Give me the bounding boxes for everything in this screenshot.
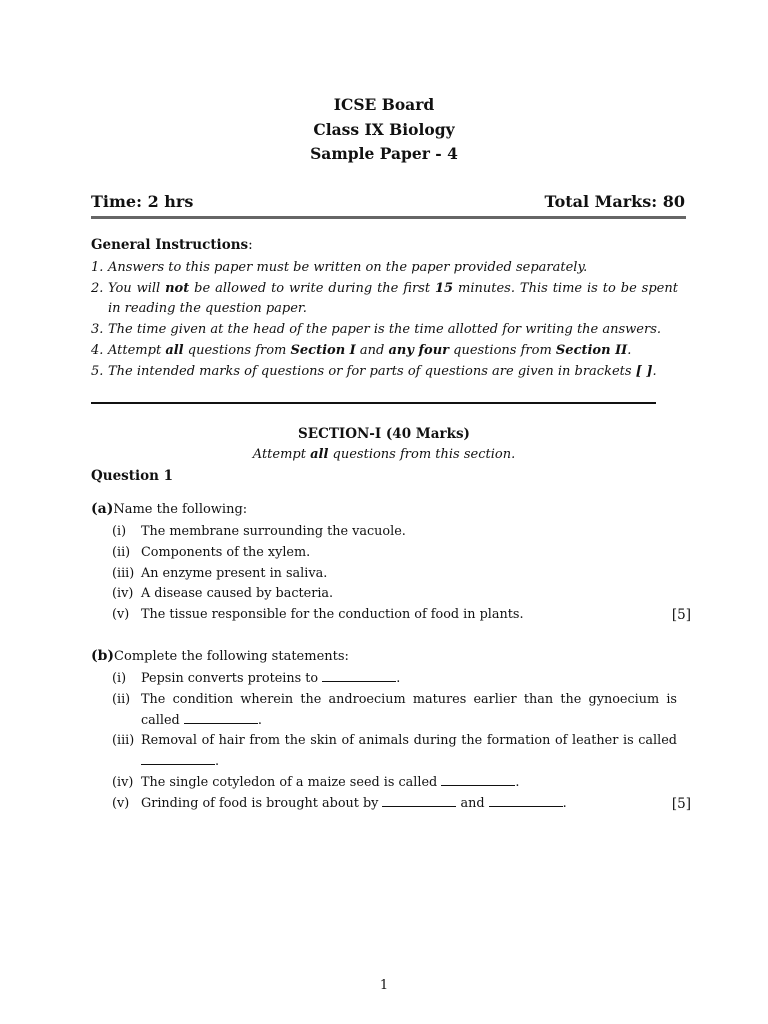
answer-blank [141, 753, 215, 765]
list-item [112, 794, 691, 815]
instruction-emphasis: all [165, 342, 184, 358]
class-subject-title: Class IX Biology [313, 120, 455, 139]
item-text: and [456, 795, 489, 811]
instruction-item [91, 341, 678, 362]
list-item [112, 669, 677, 690]
section-subtitle-text: questions from this section. [328, 447, 516, 462]
question-title: Question 1 [91, 468, 174, 484]
answer-blank [441, 774, 515, 786]
item-text: Removal of hair from the skin of animals during the formation of leather is called [141, 733, 677, 749]
time-label: Time: 2 hrs [91, 192, 194, 211]
item-text: Grinding of food is brought about by [141, 795, 383, 811]
item-text: A disease caused by bacteria. [141, 586, 334, 602]
instructions-title-text: General Instructions [91, 237, 249, 253]
instruction-text: . [627, 342, 632, 358]
instruction-text: questions from [183, 342, 291, 358]
item-numeral: (ii) [112, 691, 131, 707]
item-numeral: (v) [112, 795, 130, 811]
instruction-number: 2. [91, 280, 104, 296]
part-a-text: Name the following: [113, 502, 248, 517]
instruction-item [91, 320, 678, 341]
item-numeral: (iii) [112, 733, 135, 749]
instruction-emphasis: not [165, 280, 190, 296]
item-text: . [562, 795, 567, 811]
part-a-heading [91, 501, 247, 517]
item-numeral: (iv) [112, 774, 134, 790]
board-title: ICSE Board [333, 95, 435, 114]
item-text: The tissue responsible for the conduction of food in plants. [141, 607, 524, 623]
instruction-emphasis: 15 [435, 280, 454, 296]
item-text: Pepsin converts proteins to [141, 671, 323, 686]
answer-blank [184, 712, 258, 724]
item-numeral: (v) [112, 607, 130, 623]
time-marks-row [91, 192, 685, 211]
item-text: Components of the xylem. [141, 544, 311, 560]
section-subtitle-emphasis: all [310, 447, 329, 462]
item-numeral: (i) [112, 524, 127, 539]
item-text: . [257, 712, 262, 728]
paper-title: Sample Paper - 4 [310, 144, 458, 163]
part-a-marks: [5] [671, 607, 691, 624]
item-numeral: (i) [112, 671, 127, 686]
instruction-emphasis: Section I [290, 342, 356, 358]
item-text: The membrane surrounding the vacuole. [141, 524, 406, 539]
item-numeral: (iv) [112, 586, 134, 602]
section-title: SECTION-I (40 Marks) [298, 426, 470, 442]
item-numeral: (ii) [112, 544, 131, 560]
instruction-number: 5. [91, 363, 104, 379]
part-b-marks: [5] [671, 795, 691, 812]
answer-blank [489, 795, 563, 807]
instruction-number: 4. [91, 342, 104, 358]
instruction-text: minutes. This time is to be spent in reading the question paper. [108, 280, 678, 317]
instructions-title-colon: : [248, 237, 253, 253]
list-item [112, 690, 677, 732]
list-item [112, 605, 691, 626]
instruction-number: 3. [91, 322, 104, 338]
part-b-items [112, 669, 691, 815]
page-number: 1 [379, 978, 389, 993]
answer-blank [322, 670, 396, 682]
instruction-emphasis: [ ] [635, 363, 653, 379]
instruction-text: The time given at the head of the paper is the time allotted for writing the answers. [108, 322, 662, 338]
item-text: . [215, 754, 220, 770]
part-a-label: (a) [91, 501, 114, 517]
list-item [112, 543, 677, 564]
list-item [112, 731, 677, 773]
item-text: . [515, 774, 520, 790]
instruction-text: You will [108, 280, 166, 296]
answer-blank [382, 795, 456, 807]
section-subtitle-text: Attempt [252, 447, 311, 462]
instruction-text: be allowed to write during the first [189, 280, 435, 296]
item-numeral: (iii) [112, 565, 135, 581]
item-text: The condition wherein the androecium matures earlier than the gynoecium is called [141, 691, 677, 728]
instruction-emphasis: Section II [555, 342, 628, 358]
instruction-text: The intended marks of questions or for parts of questions are given in brackets [108, 363, 636, 379]
list-item [112, 564, 677, 585]
item-text: The single cotyledon of a maize seed is called [141, 774, 442, 790]
instruction-item [91, 279, 678, 320]
instruction-item [91, 258, 678, 279]
list-item [112, 522, 677, 543]
instruction-text: Answers to this paper must be written on the paper provided separately. [108, 260, 588, 275]
instruction-emphasis: any four [388, 342, 450, 358]
instruction-text: . [652, 363, 657, 379]
section-subtitle [0, 447, 768, 462]
total-marks-label: Total Marks: 80 [544, 192, 685, 211]
instruction-number: 1. [91, 260, 104, 275]
instruction-text: and [355, 342, 389, 358]
item-text: An enzyme present in saliva. [141, 565, 328, 581]
part-a-items [112, 522, 691, 626]
instruction-text: Attempt [108, 342, 166, 358]
section-divider [91, 402, 656, 404]
instructions-title [91, 237, 253, 253]
part-b-heading [91, 648, 349, 664]
item-text: . [396, 671, 401, 686]
header-divider [91, 216, 686, 219]
part-b-text: Complete the following statements: [114, 649, 349, 664]
list-item [112, 584, 677, 605]
instruction-text: questions from [449, 342, 556, 358]
instructions-list [91, 258, 678, 382]
part-b-label: (b) [91, 648, 115, 664]
instruction-item [91, 362, 678, 383]
list-item [112, 773, 677, 794]
